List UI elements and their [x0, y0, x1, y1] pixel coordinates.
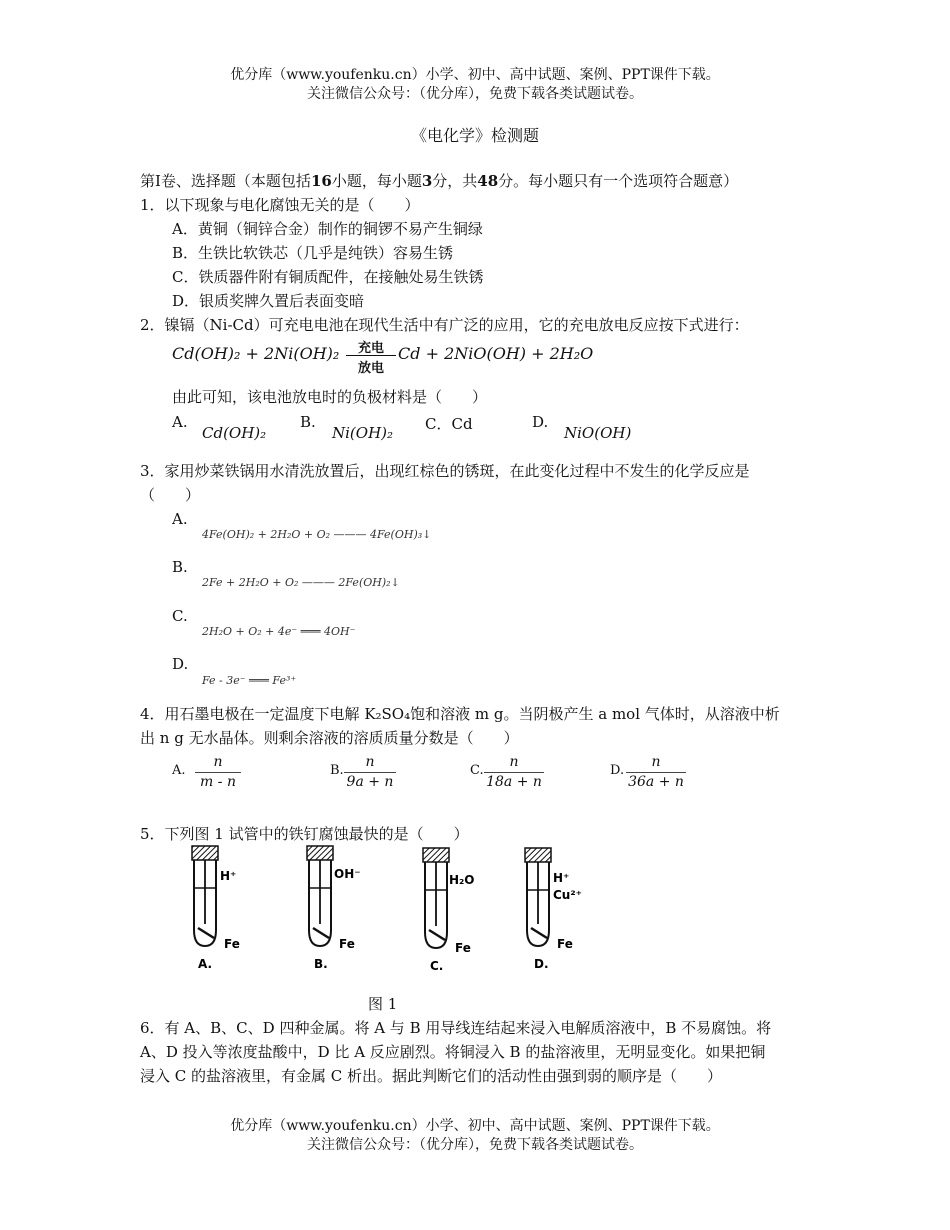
q6-line1: 6．有 A、B、C、D 四种金属。将 A 与 B 用导线连结起来浸入电解质溶液中，B 不易腐蚀。将 — [140, 1019, 772, 1037]
tube-a — [192, 846, 240, 971]
tube-c-fe-label: Fe — [455, 941, 471, 955]
q4-option-b-denominator: 9a + n — [346, 774, 394, 790]
section-intro — [140, 170, 738, 191]
q4-option-a-label: A. — [172, 763, 186, 778]
tube-b-stopper — [307, 846, 333, 860]
tube-b-content: OH⁻ — [334, 867, 361, 881]
q1-option-c: C．铁质器件附有铜质配件，在接触处易生铁锈 — [172, 268, 484, 286]
q3-option-a-equation: 4Fe(OH)₂ + 2H₂O + O₂ ——— 4Fe(OH)₃↓ — [202, 528, 432, 541]
section-count-questions: 16 — [310, 172, 332, 190]
q3-option-d-label: D. — [172, 655, 189, 673]
q4-option-c-fraction — [484, 753, 544, 792]
q1-option-d: D．银质奖牌久置后表面变暗 — [172, 292, 365, 310]
q2-option-d-label: D. — [532, 413, 549, 431]
q4-option-d-denominator: 36a + n — [628, 774, 684, 790]
q4-option-a-denominator: m - n — [200, 774, 236, 790]
section-points-each: 3 — [421, 172, 433, 190]
tube-a-stopper — [192, 846, 218, 860]
q3-stem-line1: 3．家用炒菜铁锅用水清洗放置后，出现红棕色的锈斑，在此变化过程中不发生的化学反应是 — [140, 462, 750, 480]
q4-option-d-fraction — [626, 753, 686, 792]
tube-c-nail-tip — [429, 930, 445, 940]
section-intro-b: 小题，每小题 — [331, 172, 422, 190]
section-intro-d: 分。每小题只有一个选项符合题意） — [498, 172, 739, 190]
tube-d-content-extra: Cu²⁺ — [553, 888, 582, 902]
tube-c — [423, 848, 475, 973]
page-title: 《电化学》检测题 — [410, 126, 539, 145]
tube-b-nail-tip — [313, 928, 329, 938]
figure-1-test-tubes — [180, 842, 620, 977]
q1-option-b: B．生铁比软铁芯（几乎是纯铁）容易生锈 — [172, 244, 454, 262]
q2-equation-right: Cd + 2NiO(OH) + 2H₂O — [398, 344, 594, 363]
q2-follow: 由此可知，该电池放电时的负极材料是（ ） — [172, 388, 488, 406]
tube-a-content: H⁺ — [220, 869, 237, 883]
q3-option-b-label: B. — [172, 558, 188, 576]
tube-b-fe-label: Fe — [339, 937, 355, 951]
q3-option-d-equation: Fe - 3e⁻ ═══ Fe³⁺ — [202, 674, 297, 687]
q4-option-c-label: C. — [470, 763, 484, 778]
q4-option-b-fraction — [344, 753, 396, 792]
tube-d-fe-label: Fe — [557, 937, 573, 951]
q2-option-a-label: A. — [172, 413, 188, 431]
tube-d-nail-tip — [531, 928, 547, 938]
q4-option-b-label: B. — [330, 763, 344, 778]
q2-arrow-line — [346, 355, 396, 356]
q6-line3: 浸入 C 的盐溶液里，有金属 C 析出。据此判断它们的活动性由强到弱的顺序是（ ） — [140, 1067, 723, 1085]
tube-b — [307, 846, 361, 971]
q4-option-d-numerator: n — [626, 753, 686, 773]
tube-d-stopper — [525, 848, 551, 862]
q4-option-c-denominator: 18a + n — [486, 774, 542, 790]
tube-d-label: D. — [534, 957, 549, 971]
q4-option-a-fraction — [195, 753, 241, 792]
q1-option-a: A．黄铜（铜锌合金）制作的铜锣不易产生铜绿 — [172, 220, 483, 238]
q2-arrow-charge: 充电 — [357, 341, 384, 356]
section-intro-a: 第Ⅰ卷、选择题（本题包括 — [140, 172, 311, 190]
q6-line2: A、D 投入等浓度盐酸中，D 比 A 反应剧烈。将铜浸入 B 的盐溶液里，无明显变化。如果把铜 — [140, 1043, 766, 1061]
q3-option-c-label: C. — [172, 607, 188, 625]
header-line-1: 优分库（www.youfenku.cn）小学、初中、高中试题、案例、PPT课件下载。 — [230, 67, 720, 83]
figure-1-caption: 图 1 — [368, 995, 398, 1013]
q2-option-c-label: C．Cd — [425, 415, 473, 433]
q3-option-b-equation: 2Fe + 2H₂O + O₂ ——— 2Fe(OH)₂↓ — [202, 576, 400, 589]
q2-arrow-discharge: 放电 — [357, 361, 384, 376]
tube-c-stopper — [423, 848, 449, 862]
tube-a-nail-tip — [198, 928, 214, 938]
q2-option-a-formula: Cd(OH)₂ — [202, 424, 267, 442]
q4-option-a-numerator: n — [195, 753, 241, 773]
q1-stem: 1．以下现象与电化腐蚀无关的是（ ） — [140, 196, 420, 214]
q4-option-d-label: D. — [610, 763, 625, 778]
tube-c-label: C. — [430, 959, 444, 973]
q3-stem-line2: （ ） — [140, 486, 201, 504]
section-intro-c: 分，共 — [432, 172, 478, 190]
q2-option-d-formula: NiO(OH) — [564, 424, 632, 442]
footer-line-2: 关注微信公众号：（优分库），免费下载各类试题试卷。 — [307, 1137, 643, 1153]
q3-option-c-equation: 2H₂O + O₂ + 4e⁻ ═══ 4OH⁻ — [202, 625, 356, 638]
q2-option-b-label: B. — [300, 413, 316, 431]
tube-d — [525, 848, 582, 971]
tube-a-fe-label: Fe — [224, 937, 240, 951]
q4-stem-line1: 4．用石墨电极在一定温度下电解 K₂SO₄饱和溶液 m g。当阴极产生 a mol 气体时，从溶液中析 — [140, 705, 780, 723]
tube-a-label: A. — [198, 957, 213, 971]
tube-d-content: H⁺ — [553, 871, 570, 885]
q4-option-c-numerator: n — [484, 753, 544, 773]
q3-option-a-label: A. — [172, 510, 188, 528]
q4-option-b-numerator: n — [344, 753, 396, 773]
footer-line-1: 优分库（www.youfenku.cn）小学、初中、高中试题、案例、PPT课件下载。 — [230, 1118, 720, 1134]
q2-option-b-formula: Ni(OH)₂ — [332, 424, 394, 442]
q5-stem: 5．下列图 1 试管中的铁钉腐蚀最快的是（ ） — [140, 825, 469, 843]
q2-stem: 2．镍镉（Ni-Cd）可充电电池在现代生活中有广泛的应用，它的充电放电反应按下式进行： — [140, 316, 749, 334]
q2-equation-left: Cd(OH)₂ + 2Ni(OH)₂ — [172, 344, 340, 363]
q4-stem-line2: 出 n g 无水晶体。则剩余溶液的溶质质量分数是（ ） — [140, 729, 519, 747]
header-line-2: 关注微信公众号：（优分库），免费下载各类试题试卷。 — [307, 86, 643, 102]
tube-b-label: B. — [314, 957, 328, 971]
tube-c-content: H₂O — [449, 873, 475, 887]
section-points-total: 48 — [477, 172, 499, 190]
